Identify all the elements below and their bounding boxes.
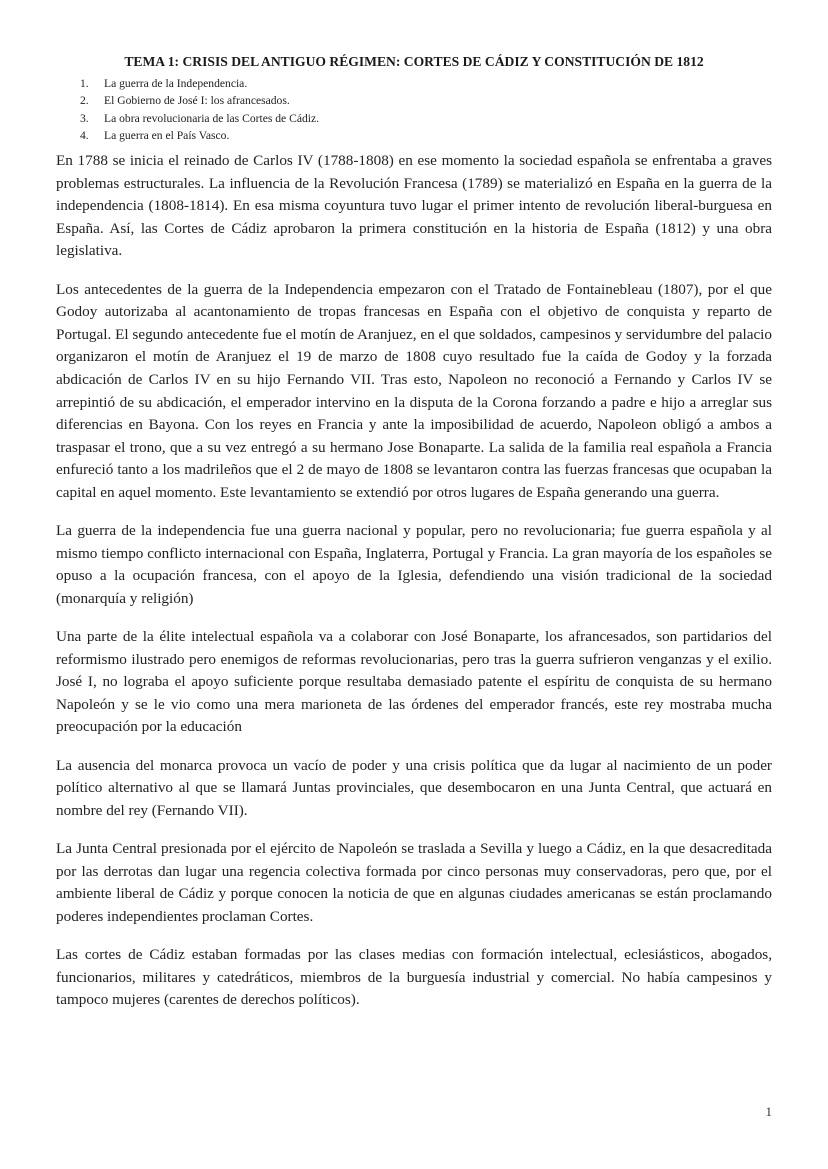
paragraph-guerra-independencia: La guerra de la independencia fue una guerra nacional y popular, pero no revolucionaria; fue guerra española y al mismo tiempo conflicto internacional con España, Inglaterra, Portugal y Francia. La gran mayoría de los españoles se opuso a la ocupación francesa, con el apoyo de la Iglesia, defendiendo una visión tradicional de la sociedad (monarquía y religión) (56, 522, 772, 607)
paragraph-junta-central: La Junta Central presionada por el ejército de Napoleón se traslada a Sevilla y luego a Cádiz, en la que desacreditada por las derrotas dan lugar una regencia colectiva formada por cinco personas muy conservadoras, pero que, por el ambiente liberal de Cádiz y porque conocen la noticia de que en algunas ciudades americanas se están proclamando poderes independientes proclaman Cortes. (56, 840, 772, 925)
paragraph-cortes-cadiz: Las cortes de Cádiz estaban formadas por las clases medias con formación intelectual, eclesiásticos, abogados, funcionarios, militares y catedráticos, miembros de la burguesía industrial y comercial. No había campesinos y tampoco mujeres (carentes de derechos políticos). (56, 945, 772, 1009)
paragraph-antecedentes: Los antecedentes de la guerra de la Independencia empezaron con el Tratado de Fontainebleau (1807), por el que Godoy autorizaba al acantonamiento de tropas francesas en España con el objetivo de conquista y reparto de Portugal. El segundo antecedente fue el motín de Aranjuez, en el que soldados, campesinos y servidumbre del palacio organizaron el motín de Aranjuez el 19 de marzo de 1808 cuyo resultado fue la caída de Godoy y la forzada abdicación de Carlos IV en su hijo Fernando VII. Tras esto, Napoleon no reconoció a Fernando y Carlos IV se arrepintió de su abdicación, el emperador intervino en la disputa de la Corona forzando a padre e hijo a arreglar sus diferencias en Bayona. Con los reyes en Francia y ante la imposibilidad de acuerdo, Napoleon obligó a ambos a traspasar el trono, que a su vez entregó a su hermano Jose Bonaparte. La salida de la familia real española a Francia enfureció tanto a los madrileños que el 2 de mayo de 1808 se levantaron contra las fuerzas francesas que ocupaban la capital en aquel momento. Este levantamiento se extendió por otros lugares de España generando una guerra. (56, 280, 772, 501)
table-of-contents (80, 75, 319, 145)
toc-item (80, 127, 319, 144)
document-body (56, 150, 772, 1027)
page-number: 1 (765, 1104, 772, 1119)
paragraph-afrancesados: Una parte de la élite intelectual española va a colaborar con José Bonaparte, los afrancesados, son partidarios del reformismo ilustrado pero enemigos de reformas revolucionarias, pero tras la guerra sufrieron venganzas y el exilio. José I, no lograba el apoyo suficiente porque resultaba demasiado patente el espíritu de conquista de su hermano Napoleón y se le vio como una mera marioneta de las órdenes del emperador francés, este rey mostraba mucha preocupación por la educación (56, 628, 772, 736)
toc-item-text: La obra revolucionaria de las Cortes de Cádiz. (104, 111, 320, 125)
toc-item-text: La guerra de la Independencia. (104, 77, 248, 90)
paragraph-intro: En 1788 se inicia el reinado de Carlos IV (1788-1808) en ese momento la sociedad española se enfrentaba a graves problemas estructurales. La influencia de la Revolución Francesa (1789) se materializó en España en la guerra de la independencia (1808-1814). En esa misma coyuntura tuvo lugar el primer intento de revolución liberal-burguesa en España. Así, las Cortes de Cádiz aprobaron la primera constitución en la historia de España (1812) y una obra legislativa. (56, 152, 772, 260)
toc-item-text: El Gobierno de José I: los afrancesados. (104, 94, 290, 108)
toc-item-number: 2. (80, 94, 89, 108)
toc-item-number: 3. (80, 111, 89, 125)
document-title: TEMA 1: CRISIS DEL ANTIGUO RÉGIMEN: CORTES DE CÁDIZ Y CONSTITUCIÓN DE 1812 (124, 54, 704, 69)
toc-item-text: La guerra en el País Vasco. (104, 129, 230, 143)
toc-item (80, 92, 319, 109)
paragraph-juntas: La ausencia del monarca provoca un vacío de poder y una crisis política que da lugar al nacimiento de un poder político alternativo al que se llamará Juntas provinciales, que desembocaron en una Junta Central, que actuará en nombre del rey (Fernando VII). (56, 756, 772, 819)
toc-item-number: 4. (80, 129, 89, 143)
toc-item (80, 110, 319, 127)
toc-item (80, 75, 319, 92)
toc-item-number: 1. (80, 77, 89, 90)
